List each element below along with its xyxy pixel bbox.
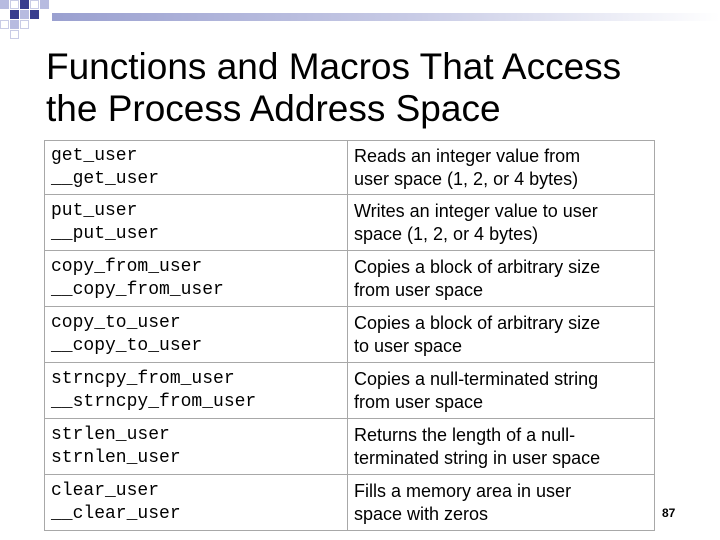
- description-cell: [348, 141, 655, 195]
- description-line: space (1, 2, or 4 bytes): [354, 223, 539, 244]
- function-name: put_user: [51, 200, 138, 221]
- description-cell: [348, 363, 655, 419]
- description-line: Fills a memory area in user: [354, 480, 572, 501]
- function-name: __copy_from_user: [51, 279, 224, 300]
- description-cell: [348, 251, 655, 307]
- description-line: user space (1, 2, or 4 bytes): [354, 168, 579, 189]
- description-cell: [348, 307, 655, 363]
- function-name: strlen_user: [51, 424, 170, 445]
- function-name: clear_user: [51, 480, 160, 501]
- description-line: Copies a block of arbitrary size: [354, 256, 601, 277]
- description-line: terminated string in user space: [354, 447, 601, 468]
- table-row: [45, 363, 655, 419]
- header-bar: [52, 13, 720, 21]
- function-name: __strncpy_from_user: [51, 391, 257, 412]
- table-row: [45, 195, 655, 251]
- table-row: [45, 419, 655, 475]
- description-cell: [348, 195, 655, 251]
- function-names-cell: [45, 251, 348, 307]
- description-cell: [348, 475, 655, 531]
- description-line: space with zeros: [354, 503, 489, 524]
- function-name: __get_user: [51, 168, 160, 189]
- function-name: __put_user: [51, 223, 160, 244]
- function-names-cell: [45, 141, 348, 195]
- table-row: [45, 475, 655, 531]
- description-line: Writes an integer value to user: [354, 200, 598, 221]
- description-line: Copies a block of arbitrary size: [354, 312, 601, 333]
- api-table-body: [45, 141, 655, 531]
- description-line: Copies a null-terminated string: [354, 368, 599, 389]
- description-line: to user space: [354, 335, 463, 356]
- function-names-cell: [45, 475, 348, 531]
- function-name: copy_to_user: [51, 312, 181, 333]
- function-name: strnlen_user: [51, 447, 181, 468]
- table-row: [45, 307, 655, 363]
- page-number: 87: [662, 506, 676, 520]
- function-names-cell: [45, 363, 348, 419]
- function-name: __copy_to_user: [51, 335, 203, 356]
- api-table: [44, 140, 655, 531]
- description-line: Reads an integer value from: [354, 145, 581, 166]
- description-cell: [348, 419, 655, 475]
- function-names-cell: [45, 419, 348, 475]
- description-line: from user space: [354, 279, 484, 300]
- function-name: copy_from_user: [51, 256, 203, 277]
- function-name: __clear_user: [51, 503, 181, 524]
- function-name: strncpy_from_user: [51, 368, 235, 389]
- description-line: from user space: [354, 391, 484, 412]
- corner-decoration: [0, 0, 60, 40]
- function-names-cell: [45, 307, 348, 363]
- function-name: get_user: [51, 145, 138, 166]
- description-line: Returns the length of a null-: [354, 424, 576, 445]
- table-row: [45, 141, 655, 195]
- table-row: [45, 251, 655, 307]
- function-names-cell: [45, 195, 348, 251]
- slide-title: Functions and Macros That Access the Process Address Space: [46, 46, 622, 129]
